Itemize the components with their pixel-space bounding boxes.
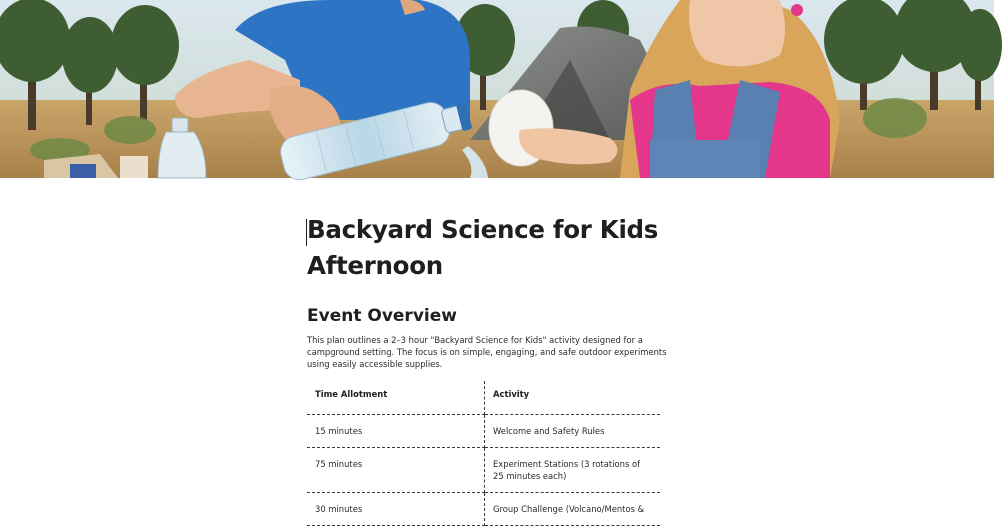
- cover-image[interactable]: [0, 0, 994, 178]
- document-body: [307, 212, 677, 526]
- table-cell-activity[interactable]: Experiment Stations (3 rotations of 25 minutes each): [485, 448, 661, 493]
- table-cell-time[interactable]: 30 minutes: [307, 493, 485, 526]
- intro-paragraph[interactable]: This plan outlines a 2–3 hour "Backyard Science for Kids" activity designed for a campground setting. The focus is on simple, engaging, and safe outdoor experiments using easily accessible supplies.: [307, 335, 667, 369]
- page-title-line-2: Afternoon: [307, 251, 443, 280]
- table-header-row: [307, 381, 660, 415]
- column-header-activity[interactable]: Activity: [485, 381, 661, 415]
- column-header-time[interactable]: Time Allotment: [307, 381, 485, 415]
- schedule-table: [307, 381, 660, 526]
- table-row: [307, 448, 660, 493]
- table-cell-activity[interactable]: Group Challenge (Volcano/Mentos &: [485, 493, 661, 526]
- table-row: [307, 415, 660, 448]
- page-title[interactable]: [307, 212, 677, 284]
- table-row: [307, 493, 660, 526]
- section-heading[interactable]: Event Overview: [307, 306, 457, 326]
- table-cell-time[interactable]: 75 minutes: [307, 448, 485, 493]
- text-cursor: [306, 219, 307, 246]
- cover-scene-illustration: [0, 0, 994, 178]
- page-title-line-1: Backyard Science for Kids: [307, 215, 659, 244]
- table-cell-time[interactable]: 15 minutes: [307, 415, 485, 448]
- table-cell-activity[interactable]: Welcome and Safety Rules: [485, 415, 661, 448]
